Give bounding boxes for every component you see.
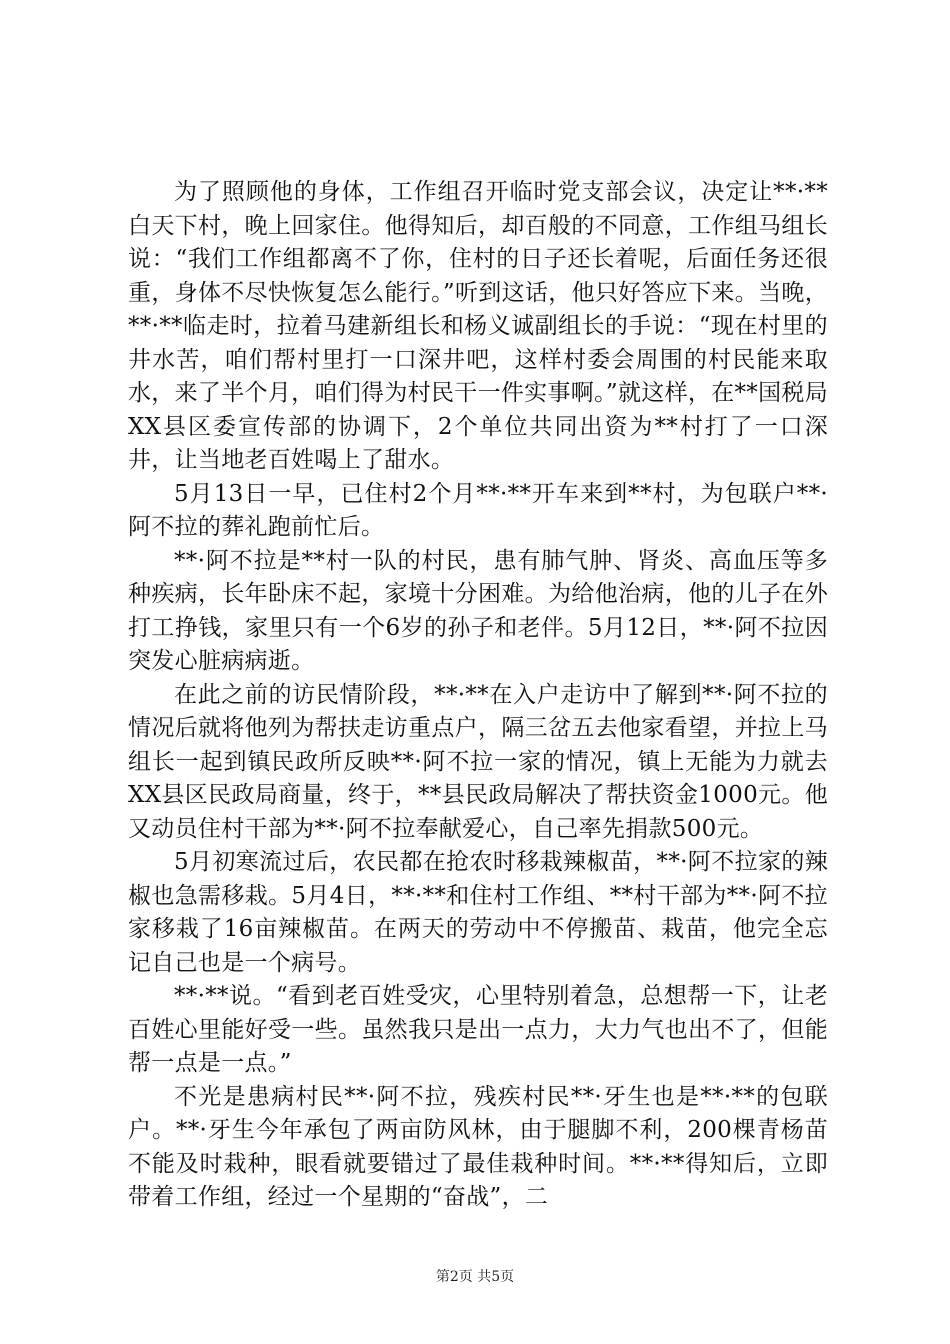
paragraph-6: **·**说。“看到老百姓受灾，心里特别着急，总想帮一下，让老百姓心里能好受一些。虽然我只是出一点力，大力气也出不了，但能帮一点是一点。” <box>128 983 828 1076</box>
paragraph-1: 为了照顾他的身体，工作组召开临时党支部会议，决定让**·**白天下村，晚上回家住。他得知后，却百般的不同意，工作组马组长说：“我们工作组都离不了你，住村的日子还长着呢，后面任务还很重，身体不尽快恢复怎么能行。”听到这话，他只好答应下来。当晚，**·**临走时，拉着马建新组长和杨义诚副组长的手说：“现在村里的井水苦，咱们帮村里打一口深井吧，这样村委会周围的村民能来取水，来了半个月，咱们得为村民干一件实事啊。”就这样，在**国税局XX县区委宣传部的协调下，2个单位共同出资为**村打了一口深井，让当地老百姓喝上了甜水。 <box>128 179 828 473</box>
document-body <box>128 176 828 1215</box>
paragraph-5: 5月初寒流过后，农民都在抢农时移栽辣椒苗，**·阿不拉家的辣椒也急需移栽。5月4日，**·**和住村工作组、**村干部为**·阿不拉家移栽了16亩辣椒苗。在两天的劳动中不停搬苗、栽苗，他完全忘记自己也是一个病号。 <box>128 849 828 976</box>
paragraph-4: 在此之前的访民情阶段，**·**在入户走访中了解到**·阿不拉的情况后就将他列为帮扶走访重点户，隔三岔五去他家看望，并拉上马组长一起到镇民政所反映**·阿不拉一家的情况，镇上无能为力就去XX县区民政局商量，终于，**县民政局解决了帮扶资金1000元。他又动员住村干部为**·阿不拉奉献爱心，自己率先捐款500元。 <box>128 681 828 842</box>
page-number-footer: 第2页 共5页 <box>435 1269 515 1285</box>
paragraph-7: 不光是患病村民**·阿不拉，残疾村民**·牙生也是**·**的包联户。**·牙生今年承包了两亩防风林，由于腿脚不利，200棵青杨苗不能及时栽种，眼看就要错过了最佳栽种时间。**·**得知后，立即带着工作组，经过一个星期的“奋战”，二 <box>128 1083 828 1210</box>
paragraph-3: **·阿不拉是**村一队的村民，患有肺气肿、肾炎、高血压等多种疾病，长年卧床不起，家境十分困难。为给他治病，他的儿子在外打工挣钱，家里只有一个6岁的孙子和老伴。5月12日，**·阿不拉因突发心脏病病逝。 <box>128 547 828 674</box>
paragraph-2: 5月13日一早，已住村2个月**·**开车来到**村，为包联户**·阿不拉的葬礼跑前忙后。 <box>128 480 828 540</box>
